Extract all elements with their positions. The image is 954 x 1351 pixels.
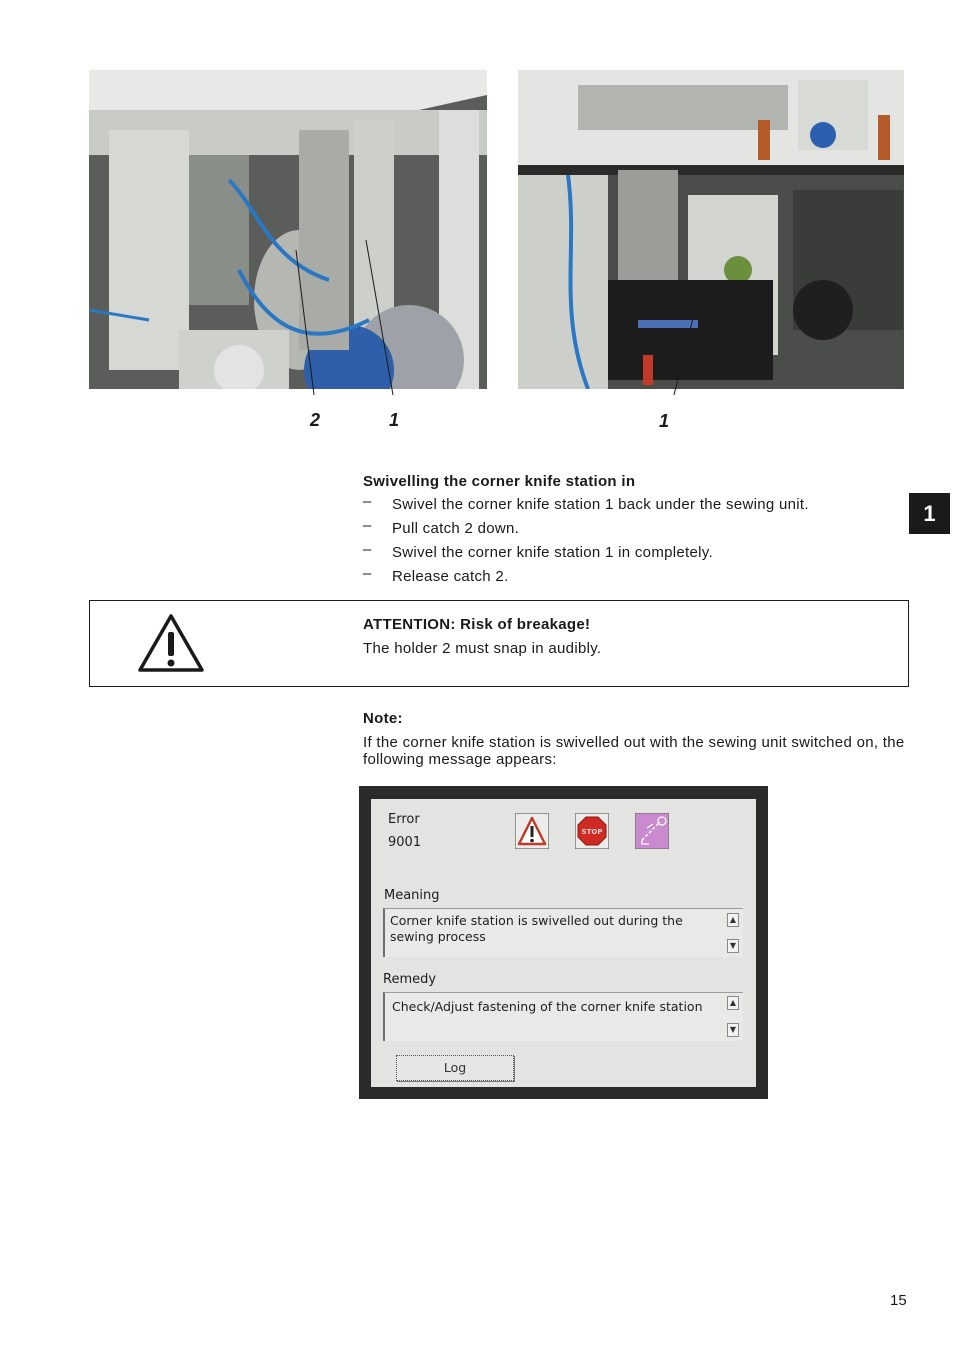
remedy-scroll-up-icon[interactable]: ▲: [727, 996, 739, 1010]
meaning-label: Meaning: [384, 888, 440, 903]
error-screen-photo: [359, 786, 768, 1099]
step-text: Pull catch 2 down.: [392, 520, 520, 537]
list-item: [363, 565, 893, 592]
warning-triangle-icon: [137, 613, 205, 673]
note-title: Note:: [363, 710, 403, 727]
dash-bullet: –: [363, 565, 372, 582]
knife-station-icon: [635, 813, 669, 849]
dash-bullet: –: [363, 517, 372, 534]
list-item: [363, 517, 893, 544]
meaning-text: Corner knife station is swivelled out during the sewing process: [390, 913, 683, 944]
meaning-textbox[interactable]: [383, 908, 743, 957]
error-label: Error: [388, 812, 420, 827]
remedy-label: Remedy: [383, 972, 437, 987]
attention-text: The holder 2 must snap in audibly.: [363, 640, 602, 657]
remedy-scroll-down-icon[interactable]: ▼: [727, 1023, 739, 1037]
list-item: [363, 541, 893, 568]
callout-catch-2: 2: [310, 410, 321, 430]
remedy-text: Check/Adjust fastening of the corner knife station: [392, 999, 703, 1014]
step-text: Release catch 2.: [392, 568, 509, 585]
attention-title: ATTENTION: Risk of breakage!: [363, 616, 591, 633]
list-item: [363, 493, 893, 520]
callout-station-1-left: 1: [389, 410, 400, 430]
note-text: If the corner knife station is swivelled out with the sewing unit switched on, the following message appears:: [363, 734, 905, 768]
callout-station-1-right: 1: [659, 411, 670, 431]
remedy-textbox[interactable]: [383, 992, 743, 1041]
chapter-tab: 1: [909, 493, 950, 534]
meaning-scroll-down-icon[interactable]: ▼: [727, 939, 739, 953]
error-code: 9001: [388, 835, 422, 850]
dash-bullet: –: [363, 541, 372, 558]
meaning-scroll-up-icon[interactable]: ▲: [727, 913, 739, 927]
section-heading: Swivelling the corner knife station in: [363, 473, 636, 490]
warning-triangle-icon: [515, 813, 549, 849]
stop-sign-text: STOP: [581, 828, 603, 836]
dash-bullet: –: [363, 493, 372, 510]
log-button[interactable]: Log: [396, 1055, 514, 1081]
step-text: Swivel the corner knife station 1 in completely.: [392, 544, 713, 561]
step-list: [363, 493, 893, 592]
stop-sign-icon: [575, 813, 609, 849]
step-text: Swivel the corner knife station 1 back under the sewing unit.: [392, 496, 809, 513]
page-number: 15: [890, 1292, 907, 1309]
error-screen: [371, 799, 756, 1087]
attention-box: [89, 600, 909, 687]
callout-leader-lines: [0, 0, 954, 420]
